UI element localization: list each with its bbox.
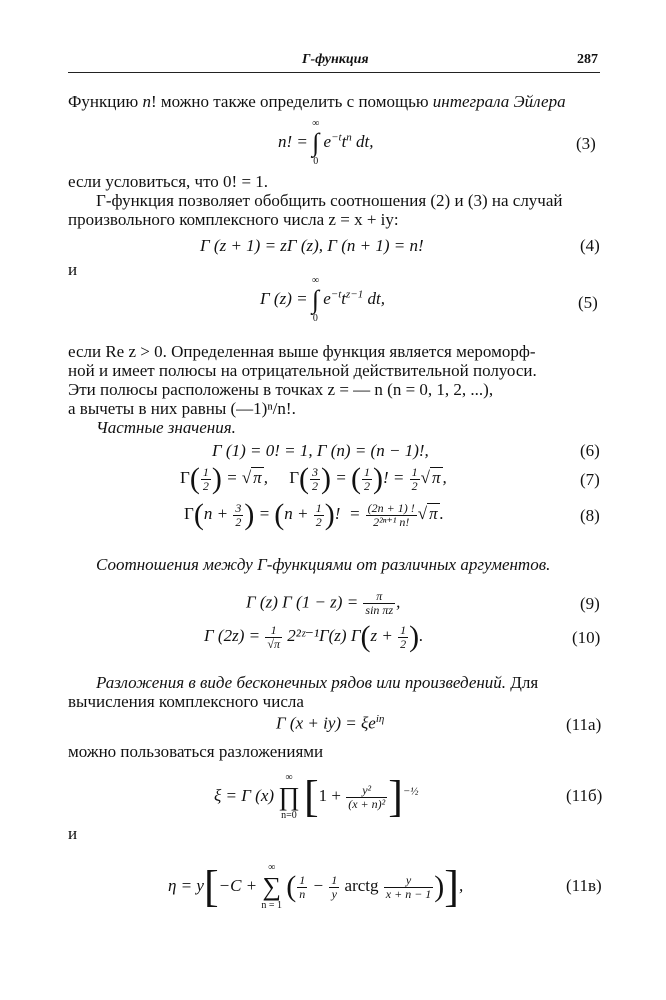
eq8-n2: n bbox=[284, 503, 293, 523]
equation-11a bbox=[276, 713, 384, 734]
eq11b-upper: ∞ bbox=[285, 772, 293, 783]
header-rule bbox=[68, 72, 600, 73]
eq5-dt: dt, bbox=[363, 288, 385, 308]
eq8-gamma: Γ bbox=[184, 503, 194, 523]
eq5-upper-limit: ∞ bbox=[311, 275, 319, 286]
eq11c-minus: − bbox=[308, 875, 329, 895]
eq11c-frac1-den: n bbox=[299, 886, 306, 901]
eq11a-text: Γ (x + iy) = ξe bbox=[276, 713, 376, 733]
eq7-sqrt1: √ π bbox=[241, 467, 262, 487]
eq3-number: (3) bbox=[576, 134, 596, 153]
eq7-frac4-den: 2 bbox=[411, 478, 418, 493]
eq11a-number: (11а) bbox=[566, 715, 602, 734]
eq8-n1: n bbox=[203, 503, 213, 523]
integral-sign: ∫ bbox=[311, 285, 319, 314]
heading-relations: Соотношения между Γ-функциями от различных аргументов. bbox=[96, 555, 551, 574]
eq10-den: √π bbox=[267, 636, 280, 651]
eq11c-frac2-den: y bbox=[329, 887, 339, 901]
eq10-tail: . bbox=[419, 625, 424, 645]
eq11b-exp: −½ bbox=[402, 785, 419, 798]
eq7-frac1-num: 1 bbox=[202, 464, 209, 479]
eq7-sqrt2: √ π bbox=[420, 467, 441, 487]
eq9-num: π bbox=[376, 589, 383, 603]
eq10-frac-num: 1 bbox=[400, 622, 407, 637]
eq11c-lhs: η = y bbox=[168, 875, 204, 895]
eq11c-number: (11в) bbox=[566, 876, 602, 895]
eq7-gamma2: Γ bbox=[289, 467, 300, 487]
eq7-frac4-num: 1 bbox=[411, 464, 418, 479]
eq3-integral bbox=[312, 118, 319, 168]
eq10-mid: 2²ᶻ⁻¹Γ(z) Γ bbox=[282, 625, 361, 645]
paragraph-series-line2: вычисления комплексного числа bbox=[68, 692, 304, 711]
eq5-integral bbox=[312, 275, 319, 325]
eq6-number: (6) bbox=[580, 441, 600, 460]
paragraph-series-line1 bbox=[96, 673, 538, 693]
eq11b-product bbox=[278, 772, 299, 822]
eq3-t: t bbox=[341, 131, 347, 151]
eq8-frac1-den: 2 bbox=[235, 514, 242, 529]
eq8-pi: π bbox=[429, 503, 438, 523]
eq7-frac2-den: 2 bbox=[312, 478, 319, 493]
paragraph-poles-line4: а вычеты в них равны (—1)ⁿ/n!. bbox=[68, 399, 296, 418]
eq8-plus2: + bbox=[292, 503, 313, 523]
paragraph-poles-line2: ной и имеет полюсы на отрицательной действительной полуоси. bbox=[68, 361, 537, 380]
eq11b-number: (11б) bbox=[566, 786, 603, 805]
eq5-lower-limit: 0 bbox=[312, 313, 318, 324]
eq8-sqrt: √ π bbox=[417, 503, 438, 523]
eq9-den: sin πz bbox=[365, 603, 394, 617]
eq11b-lower: n=0 bbox=[281, 810, 297, 821]
eq7-frac3-num: 1 bbox=[364, 464, 370, 479]
eq11c-frac1-num: 1 bbox=[299, 872, 306, 887]
eq7-frac3-den: 2 bbox=[364, 478, 370, 493]
eq8-frac2-num: 1 bbox=[315, 500, 322, 515]
eq8-frac2-den: 2 bbox=[315, 514, 322, 529]
eq5-t: t bbox=[341, 288, 346, 308]
eq7-pi2: π bbox=[431, 467, 441, 487]
paragraph-poles-line3: Эти полюсы расположены в точках z = — n (n = 0, 1, 2, ...), bbox=[68, 380, 494, 399]
eq11c-upper: ∞ bbox=[268, 862, 276, 873]
eq9-tail: , bbox=[396, 592, 401, 612]
eq3-lhs: n! = bbox=[278, 131, 308, 151]
eq3-exp1: −t bbox=[331, 131, 342, 144]
eq3-e: e bbox=[323, 131, 332, 151]
eq11c-tail: , bbox=[458, 875, 464, 895]
equation-3 bbox=[278, 118, 374, 168]
eq10-num: 1 bbox=[270, 622, 277, 637]
eq8-number: (8) bbox=[580, 506, 600, 525]
eq11c-lower: n = 1 bbox=[261, 900, 283, 911]
paragraph-gamma-line2: произвольного комплексного числа z = x + iy: bbox=[68, 210, 399, 229]
eq11b-lhs: ξ = Γ (x) bbox=[214, 785, 275, 805]
eq7-gamma1: Γ bbox=[180, 467, 190, 487]
eq11c-c: −C + bbox=[218, 875, 262, 895]
paragraph-gamma-line1: Γ-функция позволяет обобщить соотношения (2) и (3) на случай bbox=[96, 191, 563, 210]
equation-11b: ξ = Γ (x) ∞ ∏ n=0 [1 + $\frac{\text{y²}}{\text{(x + n)²}}$ ]$^{-\frac{1}{2}}$ bbox=[214, 772, 419, 821]
sum-sign: ∑ bbox=[262, 872, 281, 901]
page-number: 287 bbox=[577, 52, 598, 67]
eq11c-frac2-num: 1 bbox=[331, 872, 338, 887]
heading-series: Разложения в виде бесконечных рядов или произведений. bbox=[96, 673, 507, 692]
eq5-lhs: Γ (z) = bbox=[260, 288, 308, 308]
product-sign: ∏ bbox=[278, 782, 300, 811]
equation-7: Γ( $\frac{1}{2}$ ) = √ π , Γ( $\frac{3}{2}$ ) = ( $\frac{1}{2}$ )! = $\frac{1}{2}$ √ π , bbox=[180, 462, 447, 495]
equation-11c: η = y[−C + ∞ ∑ n = 1 ( $\frac{1}{n}$ − $\frac{1}{y}$ arctg $\frac{y}{x + n - 1}$ )], bbox=[168, 862, 464, 911]
eq8-frac3-den: 2²ⁿ⁺¹ n! bbox=[366, 515, 417, 529]
eq5-exp1: −t bbox=[330, 288, 342, 301]
eq11b-den: (x + n)² bbox=[348, 796, 386, 811]
conjunction-and-2: и bbox=[68, 824, 78, 843]
paragraph-condition: если условиться, что 0! = 1. bbox=[68, 172, 269, 191]
eq7-pi1: π bbox=[253, 467, 262, 487]
text-span: Для bbox=[506, 673, 539, 692]
eq10-inner: z + bbox=[370, 625, 398, 645]
eq3-dt: dt, bbox=[351, 131, 374, 151]
equation-9 bbox=[246, 590, 400, 617]
eq3-exp2: n bbox=[346, 131, 352, 144]
eq7-frac1-den: 2 bbox=[202, 478, 209, 493]
eq11b-num: y² bbox=[362, 782, 372, 797]
text-span: ! можно также определить с помощью bbox=[150, 92, 433, 111]
eq10-lhs: Γ (2z) = bbox=[204, 625, 261, 645]
eq8-frac3-num: (2n + 1) ! bbox=[367, 500, 415, 515]
eq3-lower-limit: 0 bbox=[313, 156, 319, 167]
equation-8: Γ(n + $\frac{3}{2}$ ) = (n + $\frac{1}{2}$ )! = $\frac{(2n + 1) !}{\text{2²ⁿ⁺¹ n!}}$ √ π . bbox=[184, 498, 444, 531]
equation-10: Γ (2z) = $\frac{1}{√\pi}$ 2²ᶻ⁻¹Γ(z) Γ(z + $\frac{1}{2}$ ). bbox=[204, 620, 424, 653]
eq11c-frac3-den: x + n − 1 bbox=[385, 886, 432, 901]
paragraph-euler-intro bbox=[68, 92, 566, 112]
eq8-frac1-num: 3 bbox=[235, 500, 242, 515]
text-var-n: n bbox=[142, 92, 151, 111]
eq7-number: (7) bbox=[580, 470, 600, 489]
paragraph-expansions: можно пользоваться разложениями bbox=[68, 742, 324, 761]
eq4-number: (4) bbox=[580, 236, 600, 255]
term-euler-integral: интеграла Эйлера bbox=[432, 92, 566, 111]
text-span: Функцию bbox=[68, 92, 143, 111]
eq11b-one: 1 + bbox=[318, 785, 346, 805]
eq11c-frac3-num: y bbox=[405, 872, 412, 887]
eq10-number: (10) bbox=[572, 628, 601, 647]
eq10-frac-den: 2 bbox=[400, 636, 407, 651]
equation-6: Γ (1) = 0! = 1, Γ (n) = (n − 1)!, bbox=[212, 441, 429, 460]
eq11c-sum bbox=[261, 862, 282, 912]
integral-sign: ∫ bbox=[312, 128, 320, 157]
eq8-plus1: + bbox=[212, 503, 233, 523]
equation-4: Γ (z + 1) = zΓ (z), Γ (n + 1) = n! bbox=[200, 236, 424, 255]
paragraph-poles-line1: если Re z > 0. Определенная выше функция является мероморф- bbox=[68, 342, 536, 361]
eq5-number: (5) bbox=[578, 293, 598, 312]
eq9-number: (9) bbox=[580, 594, 600, 613]
eq11a-exp: iη bbox=[375, 713, 385, 725]
eq3-upper-limit: ∞ bbox=[312, 118, 320, 129]
eq9-lhs: Γ (z) Γ (1 − z) = bbox=[246, 592, 359, 612]
eq11c-arctg: arctg bbox=[340, 875, 383, 895]
heading-special-values: Частные значения. bbox=[96, 418, 236, 437]
eq5-e: e bbox=[323, 288, 331, 308]
conjunction-and: и bbox=[68, 260, 78, 279]
eq10-pi: π bbox=[273, 636, 280, 651]
running-title: Γ-функция bbox=[302, 52, 369, 67]
equation-5 bbox=[260, 275, 385, 325]
eq7-frac2-num: 3 bbox=[312, 464, 319, 479]
eq5-exp2: z−1 bbox=[346, 288, 364, 301]
